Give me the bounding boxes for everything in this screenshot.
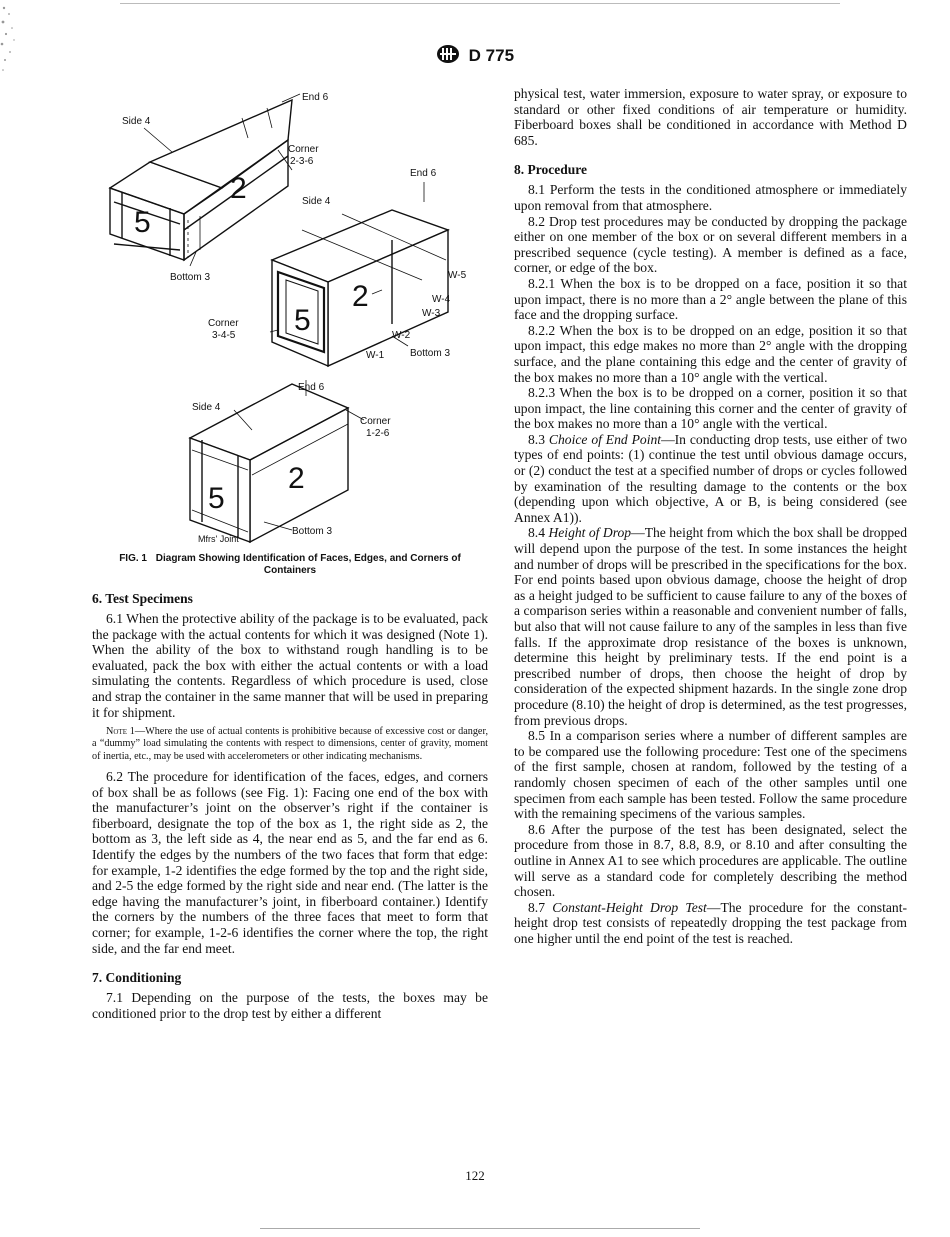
- para-8-2-2: 8.2.2 When the box is to be dropped on an edge, position it so that upon impact, this edge makes no more than 2° angle with the dropping surface, and the plane containing this edge and the center of gravity of the box makes no more than a 10° angle with the vertical.: [514, 322, 907, 385]
- label-corner126b: 1-2-6: [366, 428, 390, 439]
- section-6-heading: 6. Test Specimens: [92, 591, 193, 606]
- label-end6-a: End 6: [302, 92, 329, 103]
- figure-caption: [92, 553, 488, 577]
- caption-number: FIG. 1: [119, 553, 147, 564]
- para-8-3-body: —In conducting drop tests, use either of two types of end points: (1) continue the test until obvious damage occurs, or (2) conduct the test at a specified number of drops or cycles followed by examination of the resulting damage to the contents or the box (depending upon which objective, A or B, is being considered (see Annex A1)).: [514, 431, 908, 525]
- para-8-3: [514, 432, 907, 526]
- note-1: [92, 726, 488, 763]
- designation: D 775: [468, 45, 515, 65]
- para-8-4-title: Height of Drop: [548, 525, 632, 541]
- para-7-1-cont: physical test, water immersion, exposure to water spray, or exposure to standard or other fixed conditions of air temperature or humidity. Fiberboard boxes shall be conditioned in accordance with Method D 685.: [514, 86, 907, 148]
- label-w5: W-5: [448, 270, 467, 281]
- top-rule: [120, 3, 840, 4]
- label-corner345b: 3-4-5: [212, 330, 236, 341]
- label-corner126: Corner: [360, 416, 391, 427]
- para-8-4-lead: 8.4: [528, 525, 549, 541]
- label-end6-b: End 6: [410, 168, 437, 179]
- label-side4-b: Side 4: [302, 196, 331, 207]
- label-side4-a: Side 4: [122, 116, 151, 127]
- label-bottom3-b: Bottom 3: [410, 348, 451, 359]
- para-8-1: 8.1 Perform the tests in the conditioned atmosphere or immediately upon removal from that atmosphere.: [514, 182, 907, 213]
- note-label: Note 1: [106, 726, 135, 738]
- bottom-rule: [260, 1228, 700, 1229]
- box-diagram: [92, 90, 488, 545]
- label-w3: W-3: [422, 308, 441, 319]
- right-column: [514, 86, 907, 946]
- para-8-6: 8.6 After the purpose of the test has been designated, select the procedure from those in 8.7, 8.8, 8.9, or 8.10 and after consulting the outline in Annex A1 to see which procedures are applicable. The outline will serve as a standard code for completely describing the method chosen.: [514, 821, 907, 900]
- left-column: [92, 90, 488, 1021]
- label-w4: W-4: [432, 294, 451, 305]
- para-8-7-lead: 8.7: [528, 899, 553, 915]
- label-w2: W-2: [392, 330, 411, 341]
- label-mfrs-joint: Mfrs' Joint: [198, 534, 239, 544]
- para-6-2: 6.2 The procedure for identification of the faces, edges, and corners of box shall be as follows (see Fig. 1): Facing one end of the box with the manufacturer’s joint on the observer’s right if the container is fiberboard, designate the top of the box as 1, the right side as 2, the bottom as 3, the left side as 4, the near end as 5, and the far end as 6. Identify the edges by the numbers of the two faces that form that edge: for example, 1-2 identifies the edge formed by the top and the right side, and 2-5 the edge formed by the right side and near end. (The latter is the edge having the manufacturer’s joint, in fiberboard container.) Identify the corners by the numbers of the three faces that meet to form that corner; for example, 1-2-6 identifies the corner where the top, the right side, and the far end meet.: [92, 769, 488, 956]
- para-7-1: 7.1 Depending on the purpose of the tests, the boxes may be conditioned prior to the drop test by either a different: [92, 990, 488, 1021]
- label-bottom3-a: Bottom 3: [170, 272, 211, 283]
- label-end6-c: End 6: [298, 382, 325, 393]
- caption-text: Diagram Showing Identification of Faces, Edges, and Corners of Containers: [155, 553, 461, 576]
- section-8-heading: 8. Procedure: [514, 162, 587, 178]
- figure-1: [92, 90, 488, 545]
- para-8-3-title: Choice of End Point: [548, 431, 662, 447]
- para-8-2: 8.2 Drop test procedures may be conducted by dropping the package either on one member of the box or on several different members in a prescribed sequence (cycle testing). A member is defined as a face, corner, or edge of the box.: [514, 213, 907, 276]
- face-label-2c: 2: [288, 462, 305, 495]
- para-8-5: 8.5 In a comparison series where a number of different samples are to be compared use the following procedure: Test one of the specimens of the first sample, chosen at random, followed by the testing of a randomly chosen specimen of each of the other samples until one specimen from each sample has been tested. Follow the same procedure with the remaining specimens of the various samples.: [514, 728, 907, 822]
- face-label-5c: 5: [208, 482, 225, 515]
- label-corner236b: 2-3-6: [290, 156, 314, 167]
- page-number: 122: [465, 1168, 485, 1183]
- para-8-7-body: —The procedure for the constant-height drop test consists of repeatedly dropping the test package from one higher until the end point of the test is reached.: [514, 899, 908, 946]
- label-w1: W-1: [366, 350, 385, 361]
- label-corner236: Corner: [288, 144, 319, 155]
- para-8-2-1: 8.2.1 When the box is to be dropped on a face, position it so that upon impact, there is no more than a 2° angle between the plane of this face and the dropping surface.: [514, 275, 907, 323]
- section-7-heading: 7. Conditioning: [92, 970, 182, 986]
- para-8-4-body: —The height from which the box shall be dropped will depend upon the purpose of the test. In some instances the height and number of drops will be prescribed in the specifications for the box. For end points based upon obvious damage, choose the height of drop as a height judged to be sufficient to cause failure to any of the boxes of a comparison series within a reasonable and convenient number of falls, but also that will not cause failure to any of the samples in less than five falls. If the approximate drop resistance of the boxes is unknown, determine this height by preliminary tests. If the end point is a prescribed number of drops, then choose the height of drop by consideration of the expected shipment hazards. In the single zone drop procedure (8.10) the height of drop is determined, as the test progresses, from previous drops.: [514, 525, 907, 728]
- para-8-4: [514, 525, 907, 728]
- page-header: [0, 44, 950, 69]
- note-text: —Where the use of actual contents is prohibitive because of excessive cost or danger, a “dummy” load simulating the contents with respect to dimensions, center of gravity, moment of inertia, etc., may be used with accelerometers or other indicating mechanisms.: [92, 726, 488, 762]
- para-6-1: 6.1 When the protective ability of the package is to be evaluated, pack the package with the actual contents for which it was designed (Note 1). When the ability of the box to withstand rough handling is to be evaluated, pack the box with either the actual contents or with a load simulating the contents. Regardless of which procedure is used, close and strap the container in the same manner that will be used in preparing it for shipment.: [92, 611, 488, 720]
- face-label-5a: 5: [134, 206, 151, 239]
- face-label-5b: 5: [294, 304, 311, 337]
- para-8-2-3: 8.2.3 When the box is to be dropped on a corner, position it so that upon impact, the line containing this corner and the center of gravity of the box makes no more than a 10° angle with the vertical.: [514, 385, 907, 432]
- face-label-2a: 2: [230, 172, 247, 205]
- para-8-7: [514, 900, 907, 947]
- astm-logo-icon: [436, 44, 460, 69]
- face-label-2b: 2: [352, 280, 369, 313]
- label-bottom3-c: Bottom 3: [292, 526, 333, 537]
- label-side4-c: Side 4: [192, 402, 221, 413]
- para-8-3-lead: 8.3: [528, 431, 549, 447]
- label-corner345: Corner: [208, 318, 239, 329]
- para-8-7-title: Constant-Height Drop Test: [552, 899, 707, 915]
